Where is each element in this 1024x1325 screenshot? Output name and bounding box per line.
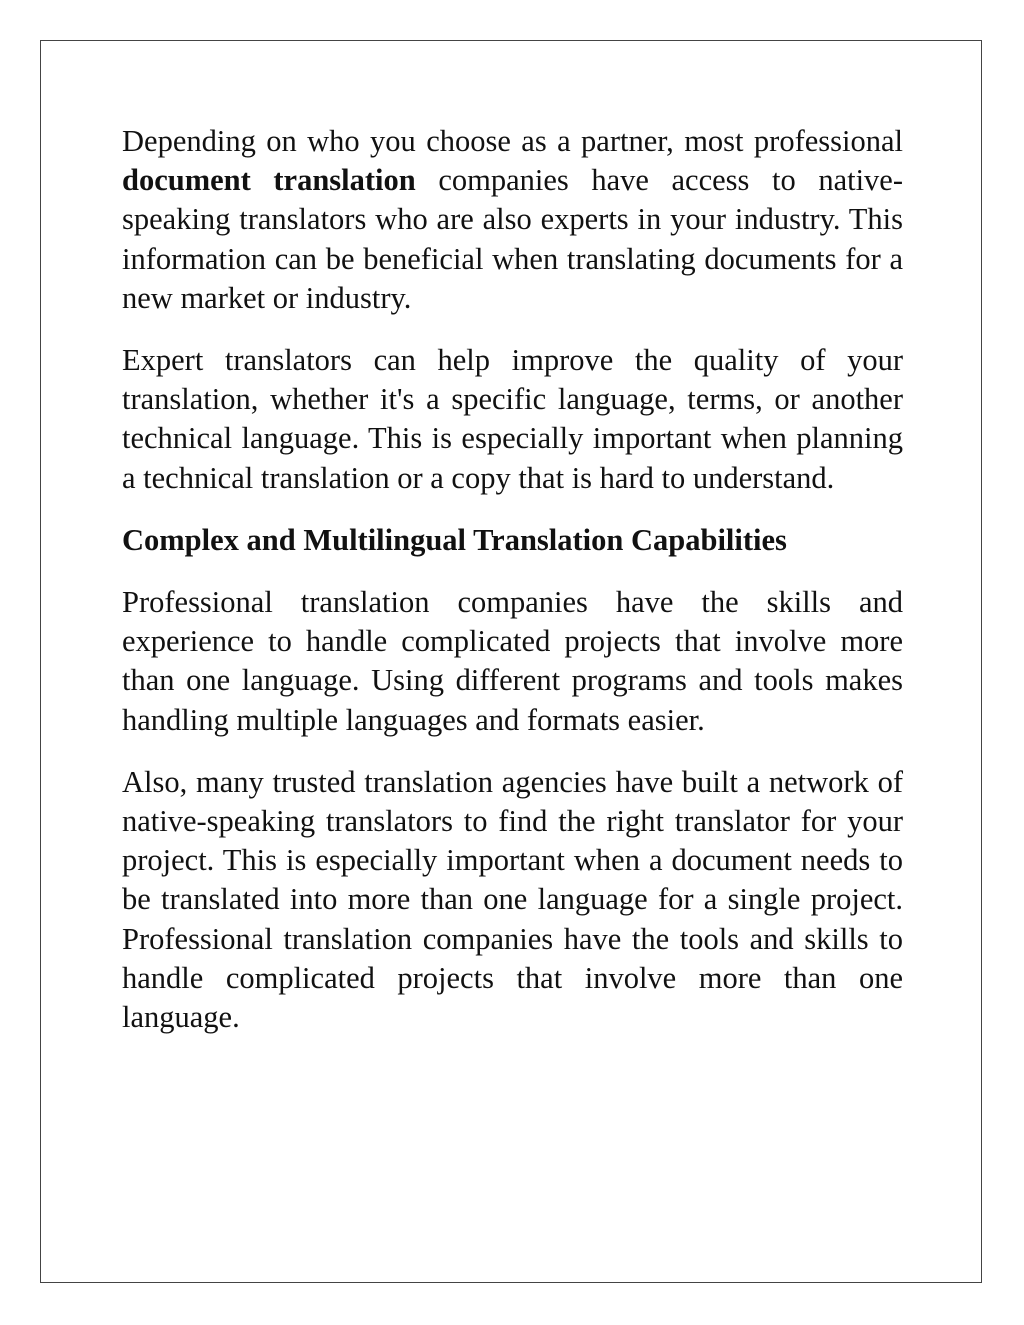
paragraph-1: [122, 122, 903, 318]
paragraph-3: Professional translation companies have the skills and experience to handle complicated projects that involve more than one language. Using different programs and tools makes handling multiple languages and formats easier.: [122, 585, 903, 737]
document-translation-bold-term: document translation: [122, 163, 416, 198]
section-heading: Complex and Multilingual Translation Capabilities: [122, 522, 787, 557]
paragraph-4: Also, many trusted translation agencies have built a network of native-speaking translators to find the right translator for your project. This is especially important when a document needs to be translated into more than one language for a single project. Professional translation companies have the tools and skills to handle complicated projects that involve more than one language.: [122, 764, 903, 1035]
paragraph-2: Expert translators can help improve the quality of your translation, whether it's a specific language, terms, or another technical language. This is especially important when planning a technical translation or a copy that is hard to understand.: [122, 343, 903, 495]
document-body: [122, 122, 903, 1060]
paragraph-1-text-start: Depending on who you choose as a partner, most professional: [122, 124, 903, 158]
paragraph-1-text-end: companies have access to native-speaking translators who are also experts in your industry. This information can be beneficial when translating documents for a new market or industry.: [122, 163, 903, 315]
